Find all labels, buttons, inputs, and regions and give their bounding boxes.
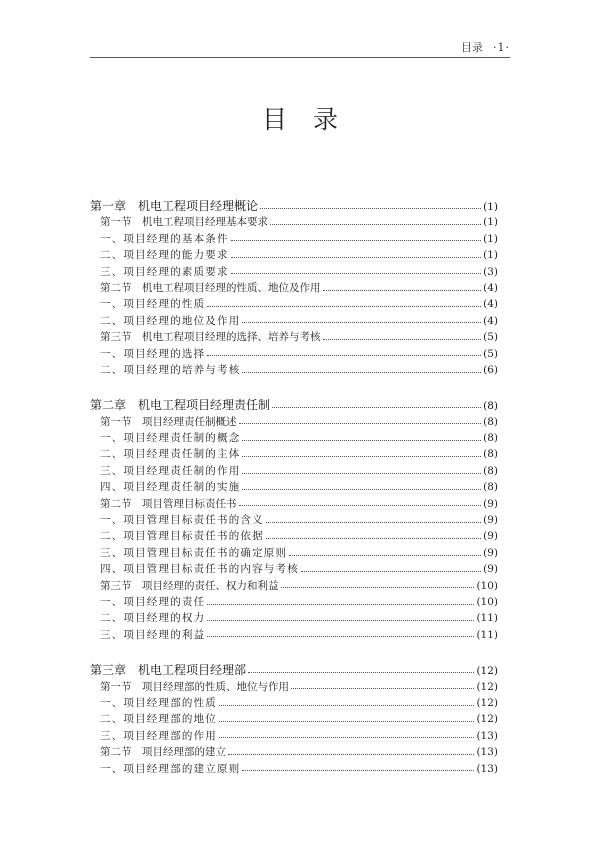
toc-item-row[interactable]: [90, 264, 498, 280]
toc-page-number: (1): [483, 216, 498, 229]
toc-entry-label: 第一节 项目经理责任制概述: [100, 415, 237, 428]
toc-item-row[interactable]: [90, 479, 498, 495]
toc-page-number: (5): [483, 331, 498, 344]
toc-leader-dots: [207, 355, 481, 356]
toc-item-row[interactable]: [90, 296, 498, 312]
toc-item-row[interactable]: [90, 610, 498, 626]
toc-entry-label: 二、项目经理的培养与考核: [100, 363, 241, 376]
toc-page-number: (13): [476, 746, 498, 759]
toc-leader-dots: [239, 423, 482, 424]
toc-leader-dots: [323, 290, 482, 291]
toc-page-number: (12): [476, 696, 498, 709]
toc-item-row[interactable]: [90, 594, 498, 610]
toc-page-number: (9): [483, 563, 498, 576]
toc-page-number: (4): [483, 281, 498, 294]
toc-section-row[interactable]: [90, 744, 498, 760]
toc-entry-label: 二、项目经理的地位及作用: [100, 314, 241, 327]
toc-item-row[interactable]: [90, 711, 498, 727]
toc-entry-label: 四、项目管理目标责任书的内容与考核: [100, 563, 299, 576]
toc-page-number: (12): [476, 713, 498, 726]
toc-page-number: (1): [483, 249, 498, 262]
toc-entry-label: 第三节 机电工程项目经理的选择、培养与考核: [100, 331, 321, 344]
toc-page-number: (1): [483, 232, 498, 245]
toc-page-number: (9): [483, 497, 498, 510]
toc-entry-label: 一、项目经理的性质: [100, 298, 206, 311]
toc-page-number: (13): [476, 729, 498, 742]
toc-page-number: (9): [483, 546, 498, 559]
toc-entry-label: 三、项目管理目标责任书的确定原则: [100, 546, 288, 559]
running-title: 目录: [461, 41, 483, 54]
toc-leader-dots: [266, 522, 481, 523]
toc-page-number: (6): [483, 363, 498, 376]
toc-leader-dots: [270, 224, 481, 225]
toc-section-row[interactable]: [90, 496, 498, 512]
toc-section-row[interactable]: [90, 578, 498, 594]
toc-page-number: (8): [483, 400, 498, 413]
toc-entry-label: 一、项目管理目标责任书的含义: [100, 514, 264, 527]
toc-item-row[interactable]: [90, 313, 498, 329]
toc-page-number: (11): [476, 628, 498, 641]
toc-item-row[interactable]: [90, 512, 498, 528]
toc-leader-dots: [207, 636, 474, 637]
toc-page-number: (12): [476, 665, 498, 678]
toc-entry-label: 第二章 机电工程项目经理责任制: [90, 398, 271, 413]
toc-entry-label: 第一章 机电工程项目经理概论: [90, 199, 259, 213]
toc-entry-label: 第三节 项目经理的责任、权力和利益: [100, 579, 279, 592]
toc-chapter-row[interactable]: [90, 662, 498, 678]
toc-item-row[interactable]: [90, 627, 498, 643]
toc-entry-label: 二、项目经理的能力要求: [100, 249, 229, 262]
toc-page-number: (3): [483, 265, 498, 278]
toc-leader-dots: [272, 407, 481, 408]
toc-page-number: (11): [476, 612, 498, 625]
toc-leader-dots: [242, 770, 474, 771]
toc-leader-dots: [219, 721, 474, 722]
toc-page-number: (8): [483, 415, 498, 428]
toc-leader-dots: [219, 705, 474, 706]
toc-entry-label: 三、项目经理责任制的作用: [100, 464, 241, 477]
toc-item-row[interactable]: [90, 430, 498, 446]
toc-entry-label: 四、项目经理责任制的实施: [100, 481, 241, 494]
toc-section-row[interactable]: [90, 414, 498, 430]
toc-page-number: (12): [476, 680, 498, 693]
toc-page-number: (10): [476, 595, 498, 608]
toc-entry-label: 第二节 项目管理目标责任书: [100, 497, 237, 510]
toc-item-row[interactable]: [90, 728, 498, 744]
page-title: 目录: [261, 105, 364, 134]
toc-leader-dots: [291, 688, 474, 689]
toc-leader-dots: [242, 322, 481, 323]
toc-entry-label: 一、项目经理的基本条件: [100, 232, 229, 245]
toc-leader-dots: [260, 208, 481, 209]
toc-leader-dots: [242, 372, 481, 373]
toc-leader-dots: [231, 240, 481, 241]
toc-entry-label: 第二节 项目经理部的建立: [100, 746, 226, 759]
toc-entry-label: 二、项目经理部的地位: [100, 713, 217, 726]
toc-page-number: (8): [483, 432, 498, 445]
toc-item-row[interactable]: [90, 247, 498, 263]
toc-page-number: (13): [476, 762, 498, 775]
toc-item-row[interactable]: [90, 561, 498, 577]
toc-leader-dots: [289, 555, 481, 556]
table-of-contents: [90, 198, 498, 777]
toc-leader-dots: [207, 620, 474, 621]
toc-leader-dots: [248, 672, 474, 673]
toc-item-row[interactable]: [90, 761, 498, 777]
toc-leader-dots: [242, 456, 481, 457]
toc-leader-dots: [239, 505, 482, 506]
toc-section-row[interactable]: [90, 329, 498, 345]
toc-entry-label: 一、项目经理的责任: [100, 595, 206, 608]
toc-leader-dots: [231, 273, 481, 274]
toc-item-row[interactable]: [90, 545, 498, 561]
toc-item-row[interactable]: [90, 528, 498, 544]
toc-item-row[interactable]: [90, 463, 498, 479]
toc-entry-label: 三、项目经理部的作用: [100, 729, 217, 742]
toc-entry-label: 第一节 项目经理部的性质、地位与作用: [100, 680, 289, 693]
toc-entry-label: 二、项目管理目标责任书的依据: [100, 530, 264, 543]
toc-section-row[interactable]: [90, 679, 498, 695]
toc-item-row[interactable]: [90, 346, 498, 362]
toc-section-row[interactable]: [90, 280, 498, 296]
toc-entry-label: 第三章 机电工程项目经理部: [90, 663, 247, 678]
toc-entry-label: 二、项目经理的权力: [100, 612, 206, 625]
toc-leader-dots: [231, 257, 481, 258]
toc-section-row[interactable]: [90, 214, 498, 230]
page-number: ·1·: [493, 41, 510, 54]
toc-leader-dots: [323, 339, 482, 340]
toc-leader-dots: [242, 440, 481, 441]
toc-leader-dots: [301, 571, 481, 572]
toc-page-number: (10): [476, 579, 498, 592]
toc-entry-label: 第二节 机电工程项目经理的性质、地位及作用: [100, 281, 321, 294]
toc-item-row[interactable]: [90, 695, 498, 711]
toc-leader-dots: [219, 737, 474, 738]
toc-page-number: (9): [483, 530, 498, 543]
toc-page-number: (4): [483, 314, 498, 327]
toc-leader-dots: [242, 473, 481, 474]
toc-leader-dots: [266, 538, 481, 539]
toc-page-number: (4): [483, 298, 498, 311]
toc-page-number: (5): [483, 347, 498, 360]
toc-leader-dots: [242, 489, 481, 490]
toc-page-number: (1): [483, 201, 498, 213]
toc-entry-label: 第一节 机电工程项目经理基本要求: [100, 216, 268, 229]
running-header: [90, 37, 510, 58]
toc-entry-label: 一、项目经理部的性质: [100, 696, 217, 709]
toc-chapter-row[interactable]: [90, 198, 498, 214]
toc-page-number: (8): [483, 448, 498, 461]
toc-chapter-row[interactable]: [90, 397, 498, 413]
toc-entry-label: 一、项目经理责任制的概念: [100, 432, 241, 445]
toc-page-number: (9): [483, 514, 498, 527]
toc-entry-label: 一、项目经理的选择: [100, 347, 206, 360]
toc-leader-dots: [207, 306, 481, 307]
toc-entry-label: 二、项目经理责任制的主体: [100, 448, 241, 461]
toc-leader-dots: [281, 587, 475, 588]
toc-item-row[interactable]: [90, 362, 498, 378]
toc-entry-label: 三、项目经理的利益: [100, 628, 206, 641]
toc-entry-label: 一、项目经理部的建立原则: [100, 762, 241, 775]
toc-leader-dots: [228, 754, 474, 755]
toc-page-number: (8): [483, 481, 498, 494]
toc-item-row[interactable]: [90, 231, 498, 247]
toc-entry-label: 三、项目经理的素质要求: [100, 265, 229, 278]
running-head-text: [461, 39, 510, 55]
toc-page-number: (8): [483, 464, 498, 477]
toc-item-row[interactable]: [90, 446, 498, 462]
toc-leader-dots: [207, 604, 474, 605]
